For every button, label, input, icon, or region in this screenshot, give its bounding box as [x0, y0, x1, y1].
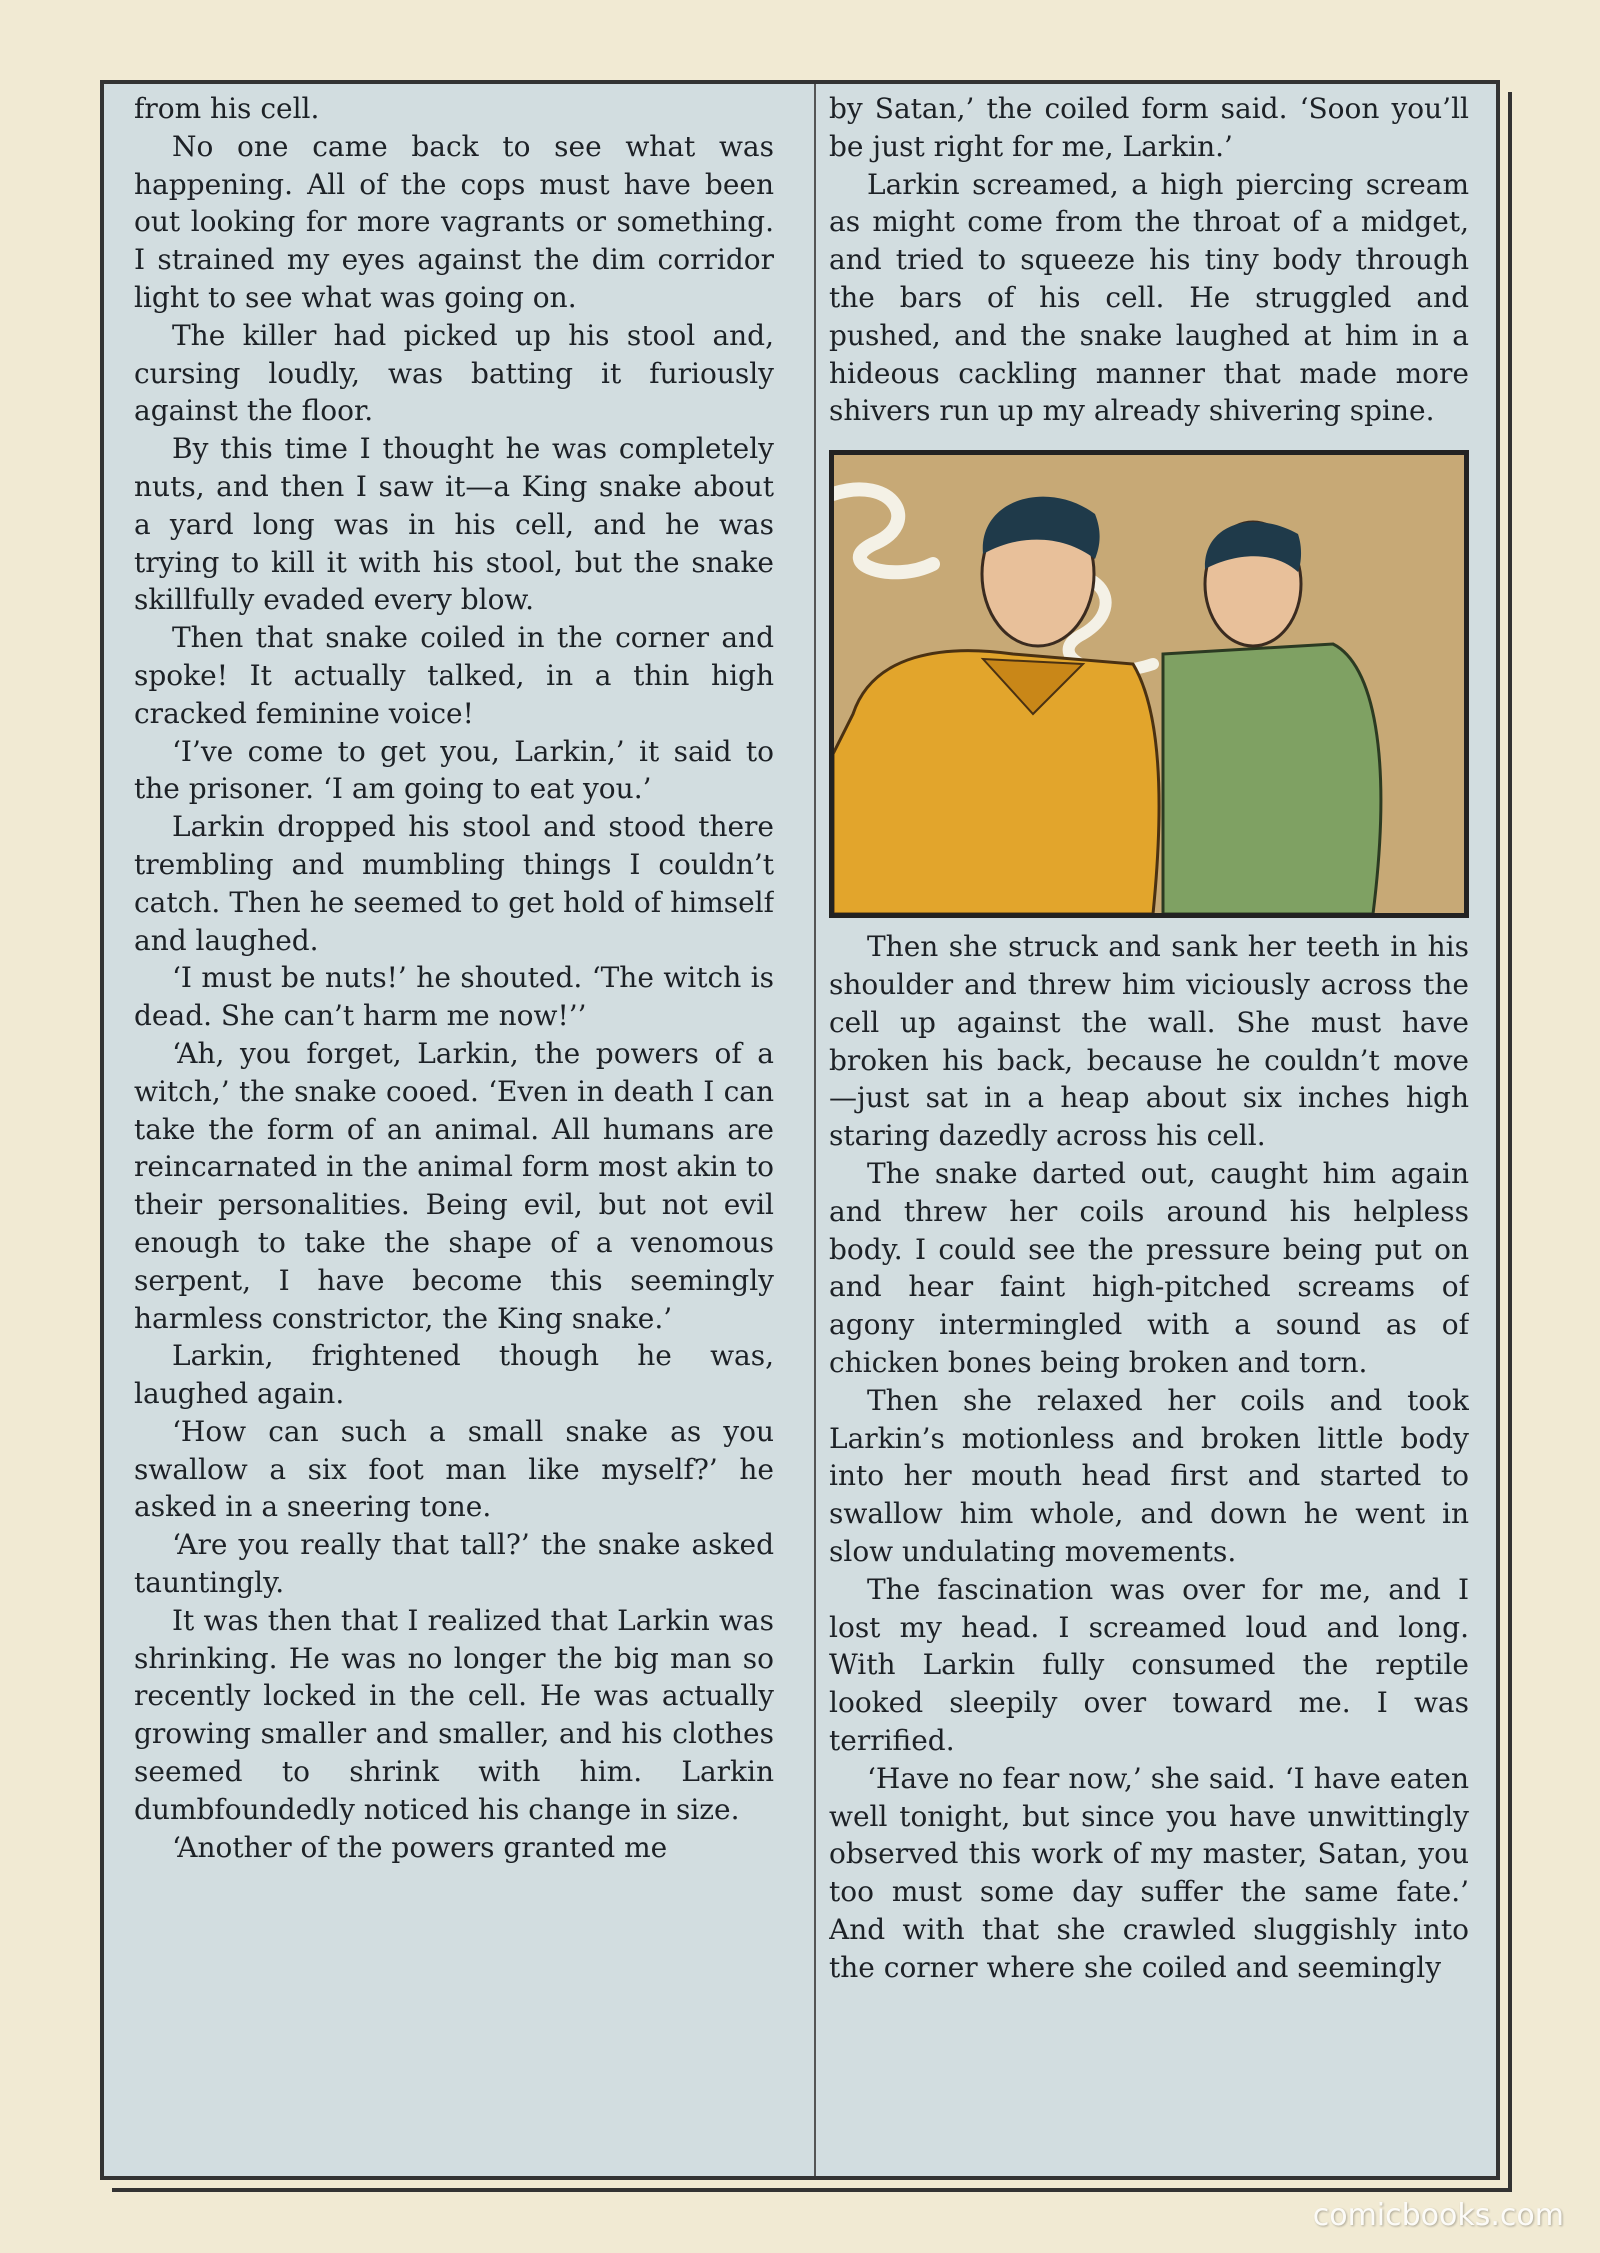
left-text-column	[134, 90, 774, 2170]
page-frame	[100, 80, 1500, 2180]
paragraph: ‘I’ve come to get you, Larkin,’ it said to the prisoner. ‘I am going to eat you.’	[134, 734, 774, 806]
paragraph: The fascination was over for me, and I lost my head. I screamed loud and long. With Larkin fully consumed the reptile looked sleepily over toward me. I was terrified.	[829, 1572, 1469, 1757]
illustration-panel	[829, 450, 1469, 918]
illustration-two-men	[833, 454, 1465, 914]
right-text-column	[829, 90, 1469, 2170]
man-green-body	[1163, 644, 1381, 914]
paragraph: The snake darted out, caught him again and threw her coils around his helpless body. I could see the pressure being put on and hear faint high-pitched screams of agony intermingled with a sound as of chicken bones being broken and torn.	[829, 1156, 1469, 1379]
paragraph: ‘Have no fear now,’ she said. ‘I have eaten well tonight, but since you have unwittingly observed this work of my master, Satan, you too must some day suffer the same fate.’ And with that she crawled sluggishly into the corner where she coiled and seemingly	[829, 1761, 1469, 1984]
paragraph: by Satan,’ the coiled form said. ‘Soon you’ll be just right for me, Larkin.’	[829, 92, 1469, 163]
paragraph: Larkin screamed, a high piercing scream as might come from the throat of a midget, and tried to squeeze his tiny body through the bars of his cell. He struggled and pushed, and the snake laughed at him in a hideous cackling manner that made more shivers run up my already shivering spine.	[829, 167, 1469, 428]
paragraph: ‘I must be nuts!’ he shouted. ‘The witch is dead. She can’t harm me now!’’	[134, 961, 774, 1033]
site-watermark: comicbooks.com	[1312, 2198, 1564, 2233]
paragraph: It was then that I realized that Larkin was shrinking. He was no longer the big man so recently locked in the cell. He was actually growing smaller and smaller, and his clothes seemed to shrink with him. Larkin dumbfoundedly noticed his change in size.	[134, 1603, 774, 1826]
paragraph: ‘Another of the powers granted me	[172, 1830, 668, 1864]
paragraph: Larkin dropped his stool and stood there trembling and mumbling things I couldn’t catch. Then he seemed to get hold of himself and laughed.	[134, 810, 774, 957]
paragraph: No one came back to see what was happening. All of the cops must have been out looking for more vagrants or something. I strained my eyes against the dim corridor light to see what was going on.	[134, 129, 774, 314]
paragraph: from his cell.	[134, 92, 320, 125]
paragraph: Then she relaxed her coils and took Larkin’s motionless and broken little body into her mouth head first and started to swallow him whole, and down he went in slow undulating movements.	[829, 1383, 1469, 1568]
man-yellow-body	[833, 651, 1159, 914]
paragraph: The killer had picked up his stool and, cursing loudly, was batting it furiously against the floor.	[134, 318, 774, 428]
paragraph: ‘How can such a small snake as you swallow a six foot man like myself?’ he asked in a sneering tone.	[134, 1414, 774, 1524]
paragraph: Larkin, frightened though he was, laughed again.	[134, 1339, 774, 1411]
paragraph: Then that snake coiled in the corner and spoke! It actually talked, in a thin high cracked feminine voice!	[134, 621, 774, 730]
paragraph: ‘Ah, you forget, Larkin, the powers of a witch,’ the snake cooed. ‘Even in death I can take the form of an animal. All humans are reincarnated in the animal form most akin to their personalities. Being evil, but not evil enough to take the shape of a venomous serpent, I have become this seemingly harmless constrictor, the King snake.’	[134, 1036, 774, 1335]
paragraph: ‘Are you really that tall?’ the snake asked tauntingly.	[134, 1528, 774, 1600]
paragraph: Then she struck and sank her teeth in his shoulder and threw him viciously across the cell up against the wall. She must have broken his back, because he couldn’t move—just sat in a heap about six inches high staring dazedly across his cell.	[829, 930, 1469, 1153]
paragraph: By this time I thought he was completely nuts, and then I saw it—a King snake about a yard long was in his cell, and he was trying to kill it with his stool, but the snake skillfully evaded every blow.	[134, 432, 774, 617]
column-divider	[814, 84, 816, 2176]
